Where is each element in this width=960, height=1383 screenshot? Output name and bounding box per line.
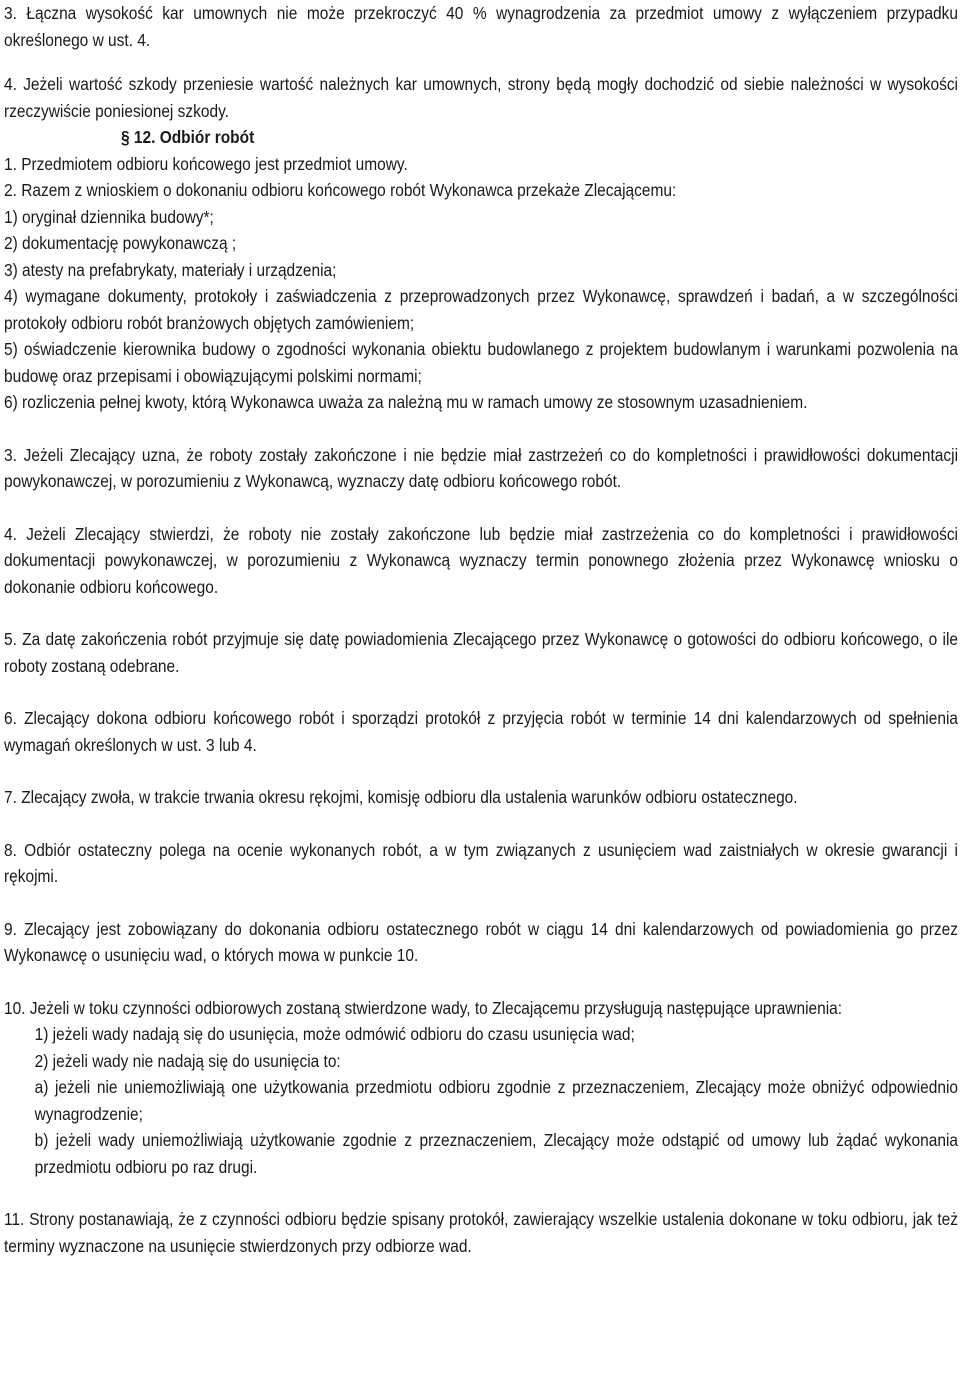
section-12-point-10-intro: 10. Jeżeli w toku czynności odbiorowych zostaną stwierdzone wady, to Zlecającemu przysługują następujące uprawnienia: — [4, 997, 843, 1018]
section-12-point-3: 3. Jeżeli Zlecający uzna, że roboty zostały zakończone i nie będzie miał zastrzeżeń co do kompletności i prawidłowości dokumentacji powykonawczej, w porozumieniu z Wykonawcą, wyznaczy datę odbioru końcowego robót. — [4, 444, 958, 491]
section-12-point-1: 1. Przedmiotem odbioru końcowego jest przedmiot umowy. — [4, 153, 408, 174]
list-item: 4) wymagane dokumenty, protokoły i zaświadczenia z przeprowadzonych przez Wykonawcę, sprawdzeń i badań, a w szczególności protokoły odbioru robót branżowych objętych zamówieniem; — [4, 286, 958, 333]
list-item: 2) dokumentację powykonawczą ; — [4, 233, 237, 253]
list-item: a) jeżeli nie uniemożliwiają one użytkowania przedmiotu odbioru zgodnie z przeznaczeniem, Zlecający może obniżyć odpowiednio wynagrodzenie; — [34, 1077, 959, 1124]
section-12-point-7: 7. Zlecający zwoła, w trakcie trwania okresu rękojmi, komisję odbioru dla ustalenia warunków odbioru ostatecznego. — [4, 787, 798, 807]
paragraph-3-penalty-cap: 3. Łączna wysokość kar umownych nie może przekroczyć 40 % wynagrodzenia za przedmiot umowy z wyłączeniem przypadku określonego w ust. 4. — [4, 3, 958, 50]
list-item: 3) atesty na prefabrykaty, materiały i urządzenia; — [4, 259, 337, 280]
list-item: 6) rozliczenia pełnej kwoty, którą Wykonawca uważa za należną mu w ramach umowy ze stosownym uzasadnieniem. — [4, 392, 808, 412]
list-item: b) jeżeli wady uniemożliwiają użytkowanie zgodnie z przeznaczeniem, Zlecający może odstąpić od umowy lub żądać wykonania przedmiotu odbioru po raz drugi. — [34, 1130, 959, 1177]
list-item: 2) jeżeli wady nie nadają się do usunięcia to: — [34, 1050, 341, 1071]
list-item: 1) jeżeli wady nadają się do usunięcia, może odmówić odbioru do czasu usunięcia wad; — [34, 1024, 635, 1044]
list-item: 5) oświadczenie kierownika budowy o zgodności wykonania obiektu budowlanego z projektem budowlanym i warunkami pozwolenia na budowę oraz przepisami i obowiązującymi polskimi normami; — [4, 339, 958, 386]
section-12-point-5: 5. Za datę zakończenia robót przyjmuje się datę powiadomienia Zlecającego przez Wykonawcę o gotowości do odbioru końcowego, o ile roboty zostaną odebrane. — [4, 629, 958, 676]
list-item: 1) oryginał dziennika budowy*; — [4, 206, 214, 227]
paragraph-4-damages: 4. Jeżeli wartość szkody przeniesie wartość należnych kar umownych, strony będą mogły dochodzić od siebie należności w wysokości rzeczywiście poniesionej szkody. — [4, 74, 958, 121]
section-12-point-8: 8. Odbiór ostateczny polega na ocenie wykonanych robót, a w tym związanych z usunięciem wad zaistniałych w okresie gwarancji i rękojmi. — [4, 839, 958, 886]
section-12-point-6: 6. Zlecający dokona odbioru końcowego robót i sporządzi protokół z przyjęcia robót w terminie 14 dni kalendarzowych od spełnienia wymagań określonych w ust. 3 lub 4. — [4, 708, 958, 755]
section-12-point-9: 9. Zlecający jest zobowiązany do dokonania odbioru ostatecznego robót w ciągu 14 dni kalendarzowych od powiadomienia go przez Wykonawcę o usunięciu wad, o których mowa w punkcie 10. — [4, 918, 958, 965]
section-12-point-11: 11. Strony postanawiają, że z czynności odbioru będzie spisany protokół, zawierający wszelkie ustalenia dokonane w toku odbioru, jak też terminy wyznaczone na usunięcie stwierdzonych przy odbiorze wad. — [4, 1209, 958, 1256]
section-heading: § 12. Odbiór robót — [121, 127, 255, 147]
section-12-point-2-intro: 2. Razem z wnioskiem o dokonaniu odbioru końcowego robót Wykonawca przekaże Zlecającemu: — [4, 180, 677, 200]
section-12-point-4: 4. Jeżeli Zlecający stwierdzi, że roboty nie zostały zakończone lub będzie miał zastrzeżenia co do kompletności i prawidłowości dokumentacji powykonawczej, w porozumieniu z Wykonawcą wyznaczy termin ponownego złożenia przez Wykonawcę wniosku o dokonanie odbioru końcowego. — [4, 523, 958, 597]
document-page — [4, 0, 958, 1259]
